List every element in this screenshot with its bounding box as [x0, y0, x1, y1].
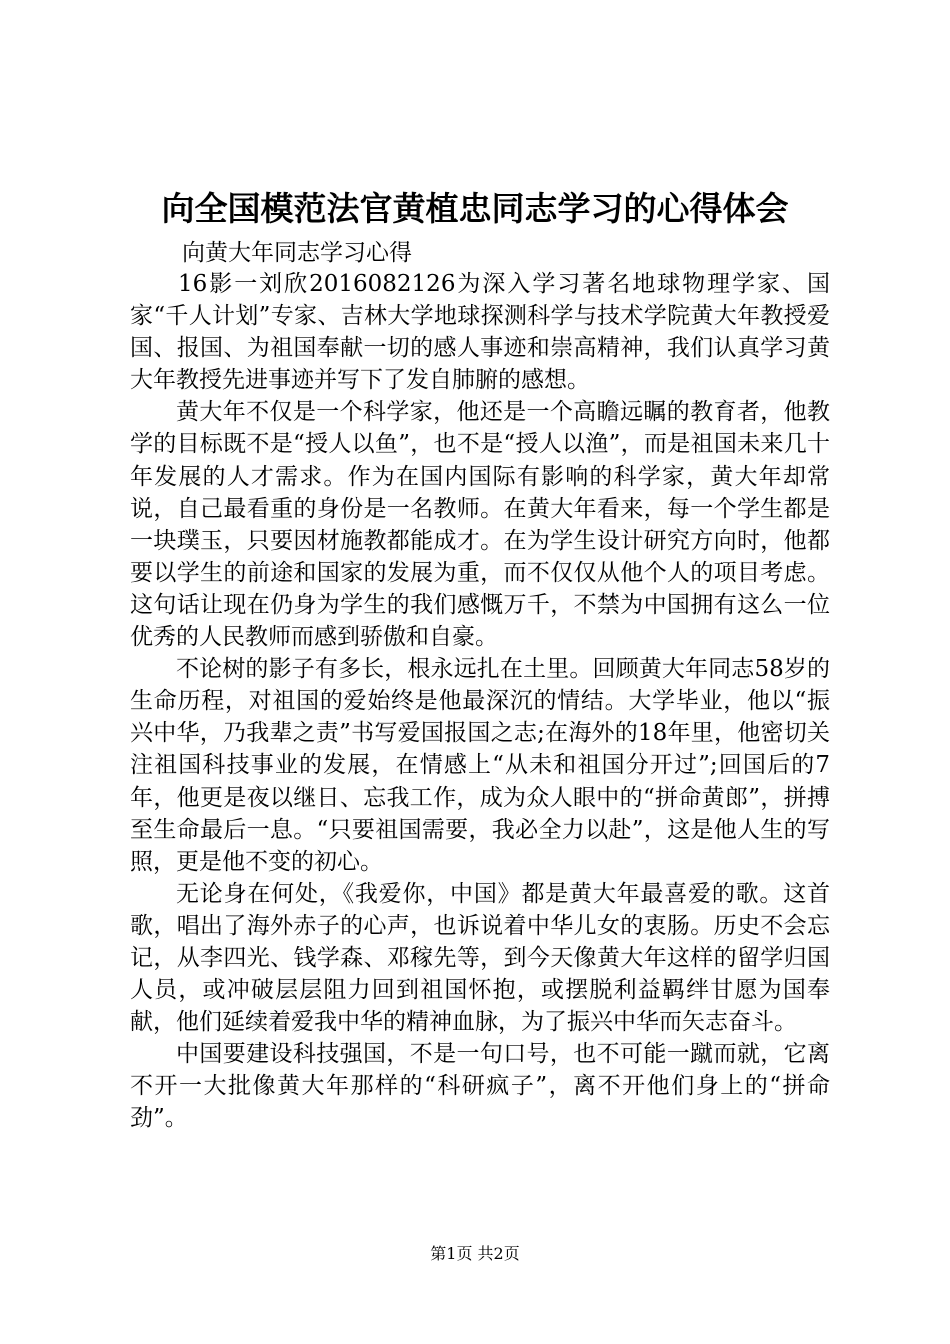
- paragraph-1: 16影一刘欣2016082126为深入学习著名地球物理学家、国家“千人计划”专家、吉林大学地球探测科学与技术学院黄大年教授爱国、报国、为祖国奉献一切的感人事迹和崇高精神，我们认真学习黄大年教授先进事迹并写下了发自肺腑的感想。: [130, 271, 830, 394]
- paragraph-2: 黄大年不仅是一个科学家，他还是一个高瞻远瞩的教育者，他教学的目标既不是“授人以鱼”，也不是“授人以渔”，而是祖国未来几十年发展的人才需求。作为在国内国际有影响的科学家，黄大年却常说，自己最看重的身份是一名教师。在黄大年看来，每一个学生都是一块璞玉，只要因材施教都能成才。在为学生设计研究方向时，他都要以学生的前途和国家的发展为重，而不仅仅从他个人的项目考虑。这句话让现在仍身为学生的我们感慨万千，不禁为中国拥有这么一位优秀的人民教师而感到骄傲和自豪。: [130, 399, 830, 651]
- document-subtitle: 向黄大年同志学习心得: [182, 240, 412, 266]
- paragraph-3: 不论树的影子有多长，根永远扎在土里。回顾黄大年同志58岁的生命历程，对祖国的爱始终是他最深沉的情结。大学毕业，他以“振兴中华，乃我辈之责”书写爱国报国之志;在海外的18年里，他密切关注祖国科技事业的发展，在情感上“从未和祖国分开过”;回国后的7年，他更是夜以继日、忘我工作，成为众人眼中的“拼命黄郎”，拼搏至生命最后一息。“只要祖国需要，我必全力以赴”，这是他人生的写照，更是他不变的初心。: [130, 656, 830, 875]
- page-footer: 第1页 共2页: [430, 1244, 520, 1263]
- document-body: [130, 268, 830, 1135]
- paragraph-5: 中国要建设科技强国，不是一句口号，也不可能一蹴而就，它离不开一大批像黄大年那样的“科研疯子”，离不开他们身上的“拼命劲”。: [130, 1041, 830, 1132]
- document-title: 向全国模范法官黄植忠同志学习的心得体会: [161, 189, 789, 228]
- paragraph-4: 无论身在何处，《我爱你，中国》都是黄大年最喜爱的歌。这首歌，唱出了海外赤子的心声，也诉说着中华儿女的衷肠。历史不会忘记，从李四光、钱学森、邓稼先等，到今天像黄大年这样的留学归国人员，或冲破层层阻力回到祖国怀抱，或摆脱利益羁绊甘愿为国奉献，他们延续着爱我中华的精神血脉，为了振兴中华而矢志奋斗。: [130, 880, 830, 1036]
